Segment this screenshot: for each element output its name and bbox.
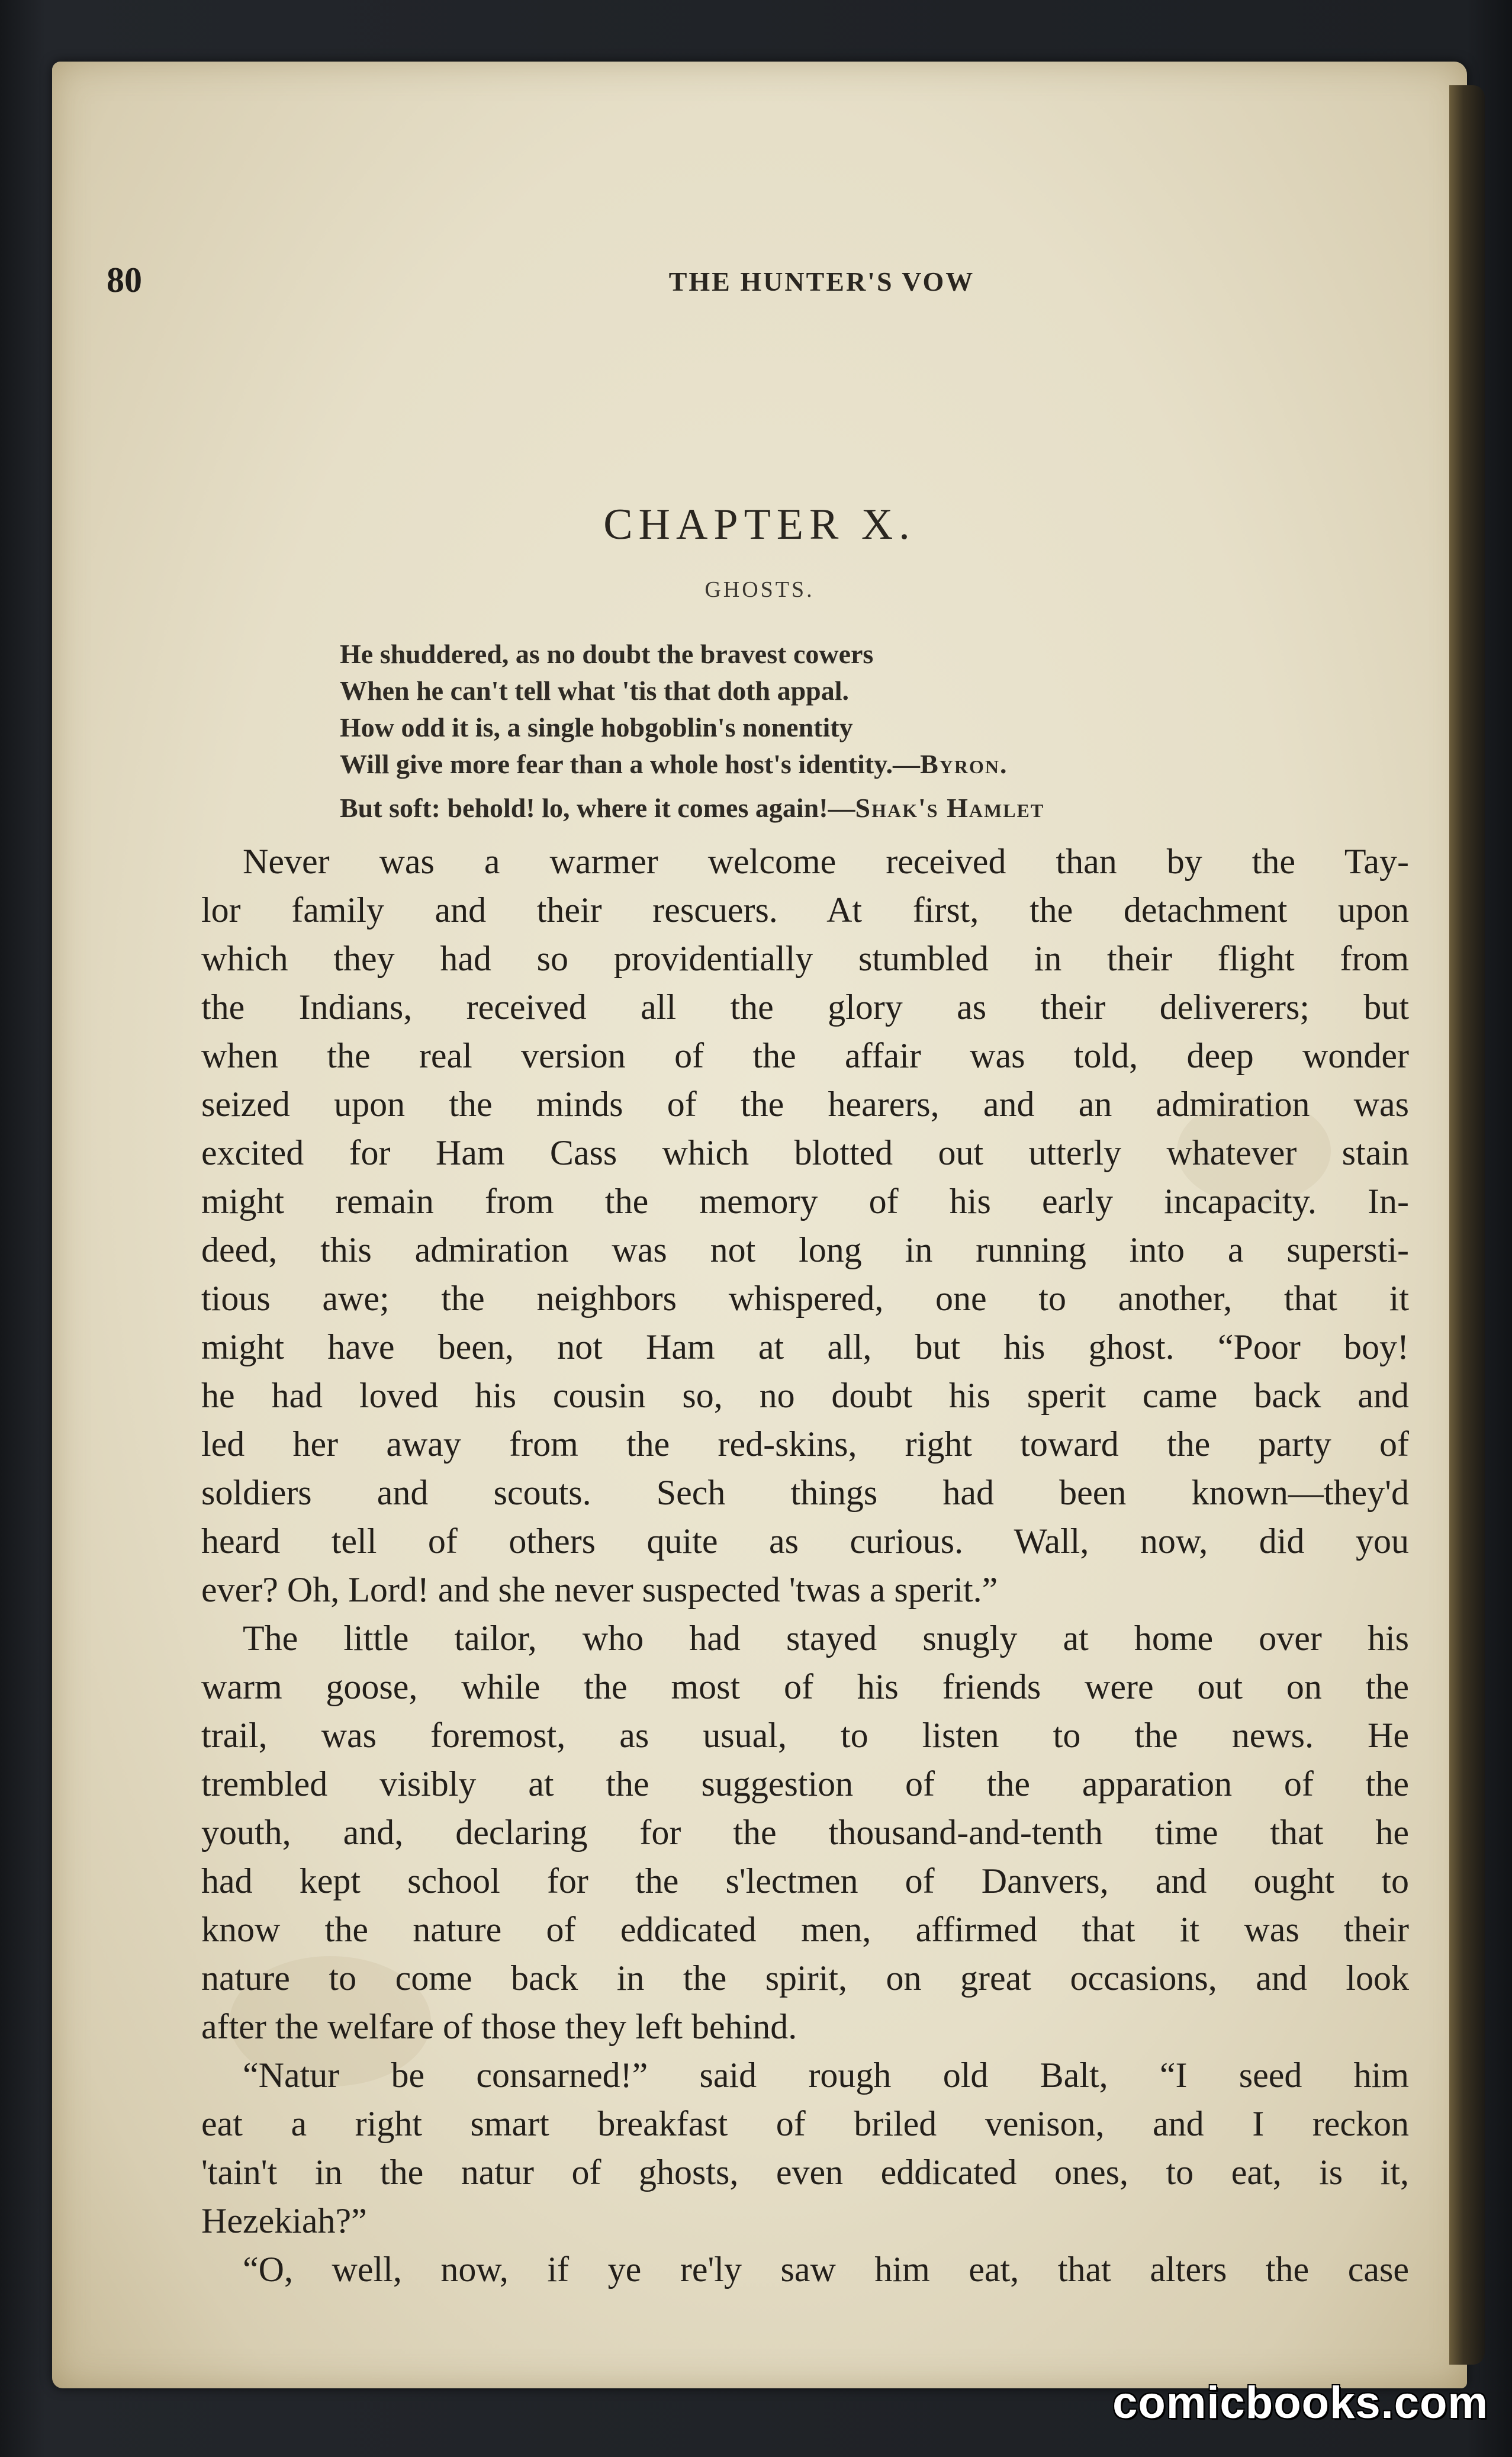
body-line: heard tell of others quite as curious. Wall, now, did you — [201, 1522, 1409, 1561]
body-line: which they had so providentially stumbled in their flight from — [201, 939, 1409, 978]
body-line: The little tailor, who had stayed snugly at home over his — [243, 1619, 1409, 1658]
body-line: ever? Oh, Lord! and she never suspected 'twas a sperit.” — [201, 1570, 998, 1609]
watermark: comicbooks.com — [1112, 2378, 1488, 2428]
body-line: seized upon the minds of the hearers, and an admiration was — [201, 1085, 1409, 1124]
epigraph-line — [340, 790, 1441, 826]
epigraph-attribution: Byron. — [920, 749, 1008, 779]
epigraph-line — [340, 746, 1441, 783]
body-line: youth, and, declaring for the thousand-and-tenth time that he — [201, 1813, 1409, 1852]
body-line: nature to come back in the spirit, on great occasions, and look — [201, 1958, 1409, 1998]
body-line: when the real version of the affair was told, deep wonder — [201, 1036, 1409, 1075]
epigraph — [340, 636, 1441, 826]
body-line: Hezekiah?” — [201, 2201, 367, 2240]
body-line: trembled visibly at the suggestion of the apparation of the — [201, 1764, 1409, 1803]
body-line: deed, this admiration was not long in running into a supersti- — [201, 1230, 1409, 1269]
epigraph-line: When he can't tell what 'tis that doth appal. — [340, 676, 850, 706]
body-line: tious awe; the neighbors whispered, one to another, that it — [201, 1279, 1409, 1318]
body-text — [201, 837, 1409, 2294]
body-line: eat a right smart breakfast of briled venison, and I reckon — [201, 2104, 1409, 2143]
body-line: might remain from the memory of his early incapacity. In- — [201, 1182, 1409, 1221]
body-line: had kept school for the s'lectmen of Danvers, and ought to — [201, 1861, 1409, 1900]
body-line: know the nature of eddicated men, affirmed that it was their — [201, 1910, 1409, 1949]
epigraph-spacer — [340, 783, 1441, 790]
body-line: the Indians, received all the glory as their deliverers; but — [201, 988, 1409, 1027]
body-line: warm goose, while the most of his friends were out on the — [201, 1667, 1409, 1706]
book-page — [52, 62, 1467, 2388]
body-line: after the welfare of those they left behind. — [201, 2007, 797, 2046]
body-line: 'tain't in the natur of ghosts, even eddicated ones, to eat, is it, — [201, 2153, 1409, 2192]
body-line: Never was a warmer welcome received than by the Tay- — [243, 842, 1409, 881]
chapter-title: CHAPTER X. — [603, 500, 916, 549]
epigraph-line-text: But soft: behold! lo, where it comes again!— — [340, 793, 855, 823]
page-edge — [1449, 85, 1485, 2365]
epigraph-line-text: Will give more fear than a whole host's identity.— — [340, 749, 921, 779]
epigraph-attribution: Shak's Hamlet — [855, 793, 1045, 823]
body-line: excited for Ham Cass which blotted out utterly whatever stain — [201, 1133, 1409, 1172]
body-line: trail, was foremost, as usual, to listen to the news. He — [201, 1716, 1409, 1755]
chapter-subtitle: GHOSTS. — [704, 577, 815, 602]
body-line: “O, well, now, if ye re'ly saw him eat, that alters the case — [243, 2250, 1409, 2289]
epigraph-line: He shuddered, as no doubt the bravest cowers — [340, 639, 874, 669]
body-line: he had loved his cousin so, no doubt his sperit came back and — [201, 1376, 1409, 1415]
running-head: THE HUNTER'S VOW — [668, 266, 975, 297]
body-line: soldiers and scouts. Sech things had been known—they'd — [201, 1473, 1409, 1512]
body-line: might have been, not Ham at all, but his ghost. “Poor boy! — [201, 1327, 1409, 1366]
body-line: lor family and their rescuers. At first, the detachment upon — [201, 890, 1409, 930]
body-line: led her away from the red-skins, right toward the party of — [201, 1424, 1409, 1464]
page-number: 80 — [107, 261, 142, 300]
body-line: “Natur be consarned!” said rough old Balt, “I seed him — [243, 2056, 1409, 2095]
epigraph-line: How odd it is, a single hobgoblin's nonentity — [340, 712, 853, 742]
